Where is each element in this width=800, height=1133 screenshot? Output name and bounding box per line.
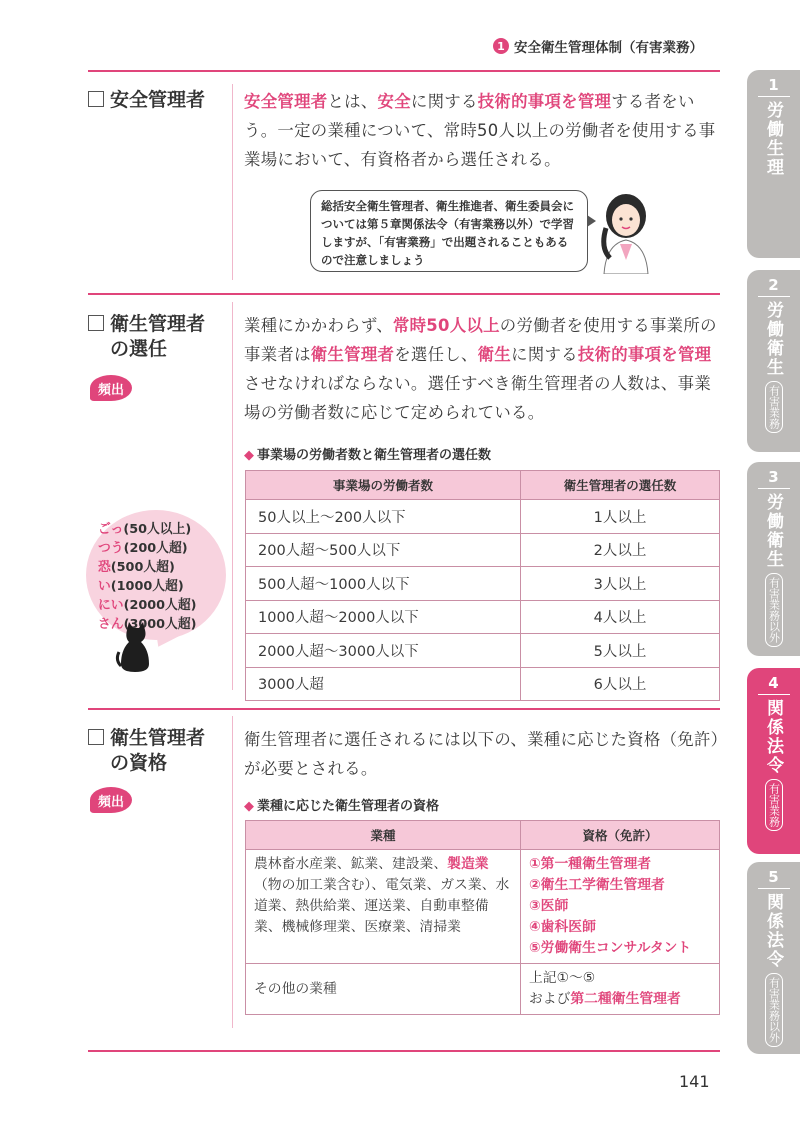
industry-cell: その他の業種: [246, 964, 521, 1015]
mnemonic-list: [98, 520, 197, 634]
term-label-sub: の選任: [110, 337, 168, 360]
table-row: [246, 500, 720, 534]
tab-title: 関係法令: [763, 699, 783, 775]
term-label: 衛生管理者: [110, 313, 206, 335]
term-heading-safety-manager: [88, 88, 205, 113]
term-label: 衛生管理者: [110, 727, 206, 749]
mnemonic-key: い: [98, 579, 111, 594]
mnemonic-value: (2000人超): [123, 598, 197, 613]
mnemonic-line: [98, 558, 197, 577]
tab-number: 1: [758, 76, 790, 97]
section-vertical-rule: [232, 84, 233, 280]
tab-number: 4: [758, 674, 790, 695]
teacher-illustration: [596, 188, 660, 274]
table-row: [246, 850, 720, 964]
body-text: （物の加工業含む）、電気業、ガス業、水道業、熱供給業、運送業、自動車整備業、機械修理業、医療業、清掃業: [254, 877, 510, 935]
mnemonic-value: (3000人超): [123, 617, 197, 632]
qualification-cell: [521, 964, 720, 1015]
body-text: を選任し、: [394, 345, 478, 364]
manager-count-cell: 6人以上: [521, 667, 720, 701]
tab-title: 関係法令: [763, 893, 783, 969]
qualification-line: ①第一種衛生管理者: [529, 856, 652, 872]
mnemonic-key: ごっ: [98, 522, 124, 537]
cat-illustration: [115, 620, 155, 672]
mnemonic-key: 恐: [98, 560, 111, 575]
tab-title: 労働生理: [763, 101, 783, 177]
section-divider: [88, 1050, 720, 1052]
tab-number: 2: [758, 276, 790, 297]
safety-manager-body: [244, 87, 724, 174]
body-text: とは、: [327, 92, 378, 111]
term-label-sub: の資格: [110, 751, 168, 774]
term-label: 安全管理者: [110, 89, 206, 111]
caption-text: 業種に応じた衛生管理者の資格: [257, 799, 440, 814]
checkbox-icon: [88, 315, 104, 331]
table-row: [246, 600, 720, 634]
chapter-number-badge: 1: [493, 38, 509, 54]
mnemonic-key: さん: [98, 617, 124, 632]
mnemonic-value: (50人以上): [123, 522, 192, 537]
body-text: に関する: [511, 345, 578, 364]
qualification-cell: [521, 850, 720, 964]
health-manager-appointment-body: [244, 311, 724, 427]
chapter-tab-2[interactable]: [747, 270, 800, 452]
frequent-badge: 頻出: [90, 375, 132, 401]
term-heading-health-manager-appointment: [88, 312, 205, 361]
worker-count-cell: 200人超～500人以下: [246, 533, 521, 567]
section-divider: [88, 708, 720, 710]
table-row: [246, 667, 720, 701]
running-header-title: 安全衛生管理体制（有害業務）: [514, 40, 703, 56]
mnemonic-key: にい: [98, 598, 124, 613]
highlight-term: 技術的事項を管理: [577, 345, 712, 364]
worker-count-cell: 3000人超: [246, 667, 521, 701]
diamond-icon: ◆: [244, 448, 254, 463]
table-row: [246, 964, 720, 1015]
body-text: に関する: [410, 92, 478, 111]
tab-subtitle: 有害業務以外: [765, 573, 783, 647]
manager-count-cell: 1人以上: [521, 500, 720, 534]
appointment-count-table: [245, 470, 720, 701]
qualification-line: [529, 989, 711, 1010]
tip-text: 総括安全衛生管理者、衛生推進者、衛生委員会については第５章関係法令（有害業務以外）で学習しますが、「有害業務」で出題されることもあるので注意しましょう: [321, 199, 574, 267]
frequent-badge: 頻出: [90, 787, 132, 813]
body-text: させなければならない。選任すべき衛生管理者の人数は、事業場の労働者数に応じて定められている。: [244, 374, 712, 422]
column-header: 衛生管理者の選任数: [521, 471, 720, 500]
mnemonic-key: つう: [98, 541, 124, 556]
highlight-term: 衛生: [477, 345, 512, 364]
section-vertical-rule: [232, 302, 233, 690]
mnemonic-line: [98, 539, 197, 558]
tip-speech-bubble: [310, 190, 588, 272]
section-divider: [88, 293, 720, 295]
table-row: [246, 634, 720, 668]
manager-count-cell: 2人以上: [521, 533, 720, 567]
worker-count-cell: 500人超～1000人以下: [246, 567, 521, 601]
worker-count-cell: 2000人超～3000人以下: [246, 634, 521, 668]
highlight-term: 技術的事項を管理: [477, 92, 612, 111]
mnemonic-value: (1000人超): [110, 579, 184, 594]
qualification-line: ③医師: [529, 898, 569, 914]
manager-count-cell: 5人以上: [521, 634, 720, 668]
highlight-term: 安全: [377, 92, 411, 111]
section-vertical-rule: [232, 716, 233, 1028]
tab-subtitle: 有害業務: [765, 381, 783, 433]
chapter-tab-5[interactable]: [747, 862, 800, 1054]
table-caption: [244, 795, 439, 814]
mnemonic-line: [98, 577, 197, 596]
table-row: [246, 567, 720, 601]
chapter-tab-4[interactable]: [747, 668, 800, 854]
mnemonic-line: [98, 596, 197, 615]
tab-subtitle: 有害業務以外: [765, 973, 783, 1047]
worker-count-cell: 50人以上～200人以下: [246, 500, 521, 534]
caption-text: 事業場の労働者数と衛生管理者の選任数: [257, 448, 492, 463]
tab-subtitle: 有害業務: [765, 779, 783, 831]
table-row: [246, 533, 720, 567]
checkbox-icon: [88, 91, 104, 107]
column-header: 事業場の労働者数: [246, 471, 521, 500]
qualification-prefix: および: [529, 991, 571, 1007]
highlight-term: 衛生管理者: [310, 345, 395, 364]
table-caption: [244, 444, 491, 463]
tab-title: 労働衛生: [763, 301, 783, 377]
qualification-line: ②衛生工学衛生管理者: [529, 877, 665, 893]
column-header: 資格（免許）: [521, 821, 720, 850]
highlight-term: 常時50人以上: [392, 316, 500, 335]
running-header: [493, 36, 703, 56]
column-header: 業種: [246, 821, 521, 850]
mnemonic-line: [98, 520, 197, 539]
body-text: 業種にかかわらず、: [244, 316, 393, 335]
term-heading-health-manager-qualification: [88, 726, 205, 775]
qualification-body: 衛生管理者に選任されるには以下の、業種に応じた資格（免許）が必要とされる。: [244, 730, 720, 778]
chapter-tab-1[interactable]: [747, 70, 800, 258]
body-text: の労働者を使用する事業所の事業者は: [244, 316, 717, 364]
qualification-line: ④歯科医師: [529, 919, 596, 935]
body-text: 農林畜水産業、鉱業、建設業、: [254, 856, 448, 872]
industry-cell: [246, 850, 521, 964]
worker-count-cell: 1000人超～2000人以下: [246, 600, 521, 634]
highlight-term: 安全管理者: [244, 92, 328, 111]
tab-number: 3: [758, 468, 790, 489]
highlight-term: 製造業: [447, 856, 489, 872]
qualification-table: [245, 820, 720, 1015]
page-number: 141: [679, 1072, 710, 1091]
qualification-line: 上記①～⑤: [529, 970, 596, 986]
mnemonic-value: (500人超): [110, 560, 175, 575]
mnemonic-value: (200人超): [123, 541, 188, 556]
tab-number: 5: [758, 868, 790, 889]
qualification-highlight: 第二種衛生管理者: [570, 991, 681, 1007]
body-text: する者をいう。一定の業種について、常時50人以上の労働者を使用する事業場において、有資格者から選任される。: [244, 92, 716, 169]
manager-count-cell: 3人以上: [521, 567, 720, 601]
manager-count-cell: 4人以上: [521, 600, 720, 634]
chapter-tab-3[interactable]: [747, 462, 800, 656]
qualification-line: ⑤労働衛生コンサルタント: [529, 940, 692, 956]
section-divider: [88, 70, 720, 72]
checkbox-icon: [88, 729, 104, 745]
diamond-icon: ◆: [244, 799, 254, 814]
tab-title: 労働衛生: [763, 493, 783, 569]
